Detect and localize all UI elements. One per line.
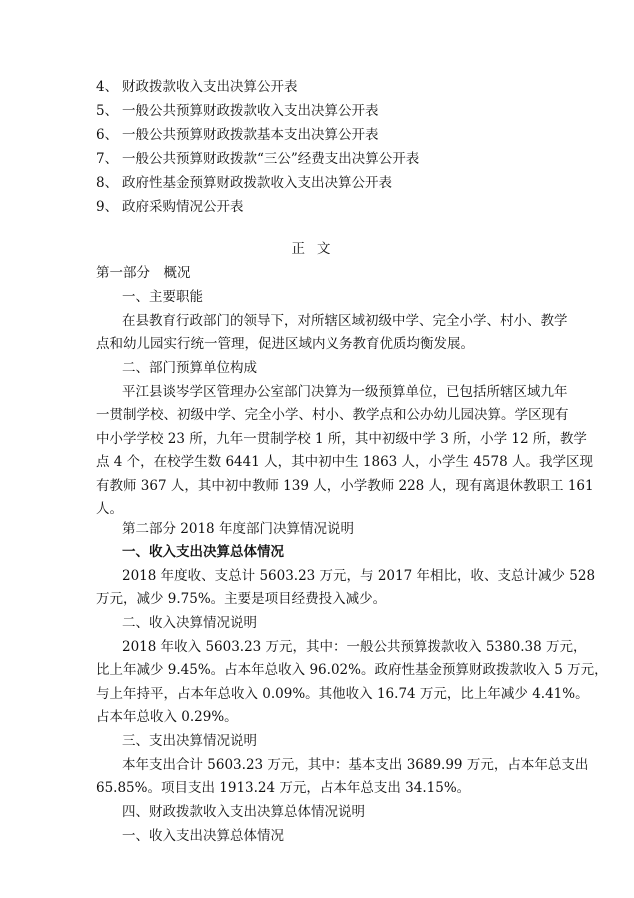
list-number: 9、 (96, 199, 119, 215)
list-item (96, 196, 546, 218)
paragraph-line: 在县教育行政部门的领导下，对所辖区域初级中学、完全小学、村小、教学 (122, 313, 568, 329)
paragraph-line: 万元，减少 9.75%。主要是项目经费投入减少。 (96, 591, 387, 607)
paragraph-line: 人。 (96, 501, 123, 517)
list-text: 一般公共预算财政拨款“三公”经费支出决算公开表 (122, 151, 420, 167)
list-text: 一般公共预算财政拨款收入支出决算公开表 (122, 103, 379, 119)
part1-title: 第一部分 概况 (96, 265, 191, 281)
list-item (96, 172, 546, 194)
part1-sec1-title: 一、主要职能 (122, 289, 203, 305)
paragraph-line: 一贯制学校、初级中学、完全小学、村小、教学点和公办幼儿园决算。学区现有 (96, 407, 569, 423)
list-number: 5、 (96, 103, 119, 119)
list-text: 财政拨款收入支出决算公开表 (122, 79, 298, 95)
list-text: 一般公共预算财政拨款基本支出决算公开表 (122, 127, 379, 143)
paragraph-line: 65.85%。项目支出 1913.24 万元，占本年总支出 34.15%。 (96, 780, 471, 796)
paragraph-line: 比上年减少 9.45%。占本年总收入 96.02%。政府性基金预算财政拨款收入 5 万元， (96, 662, 608, 678)
paragraph-line: 2018 年收入 5603.23 万元，其中：一般公共预算拨款收入 5380.38 万元， (122, 639, 587, 655)
part2-sec4-title: 四、财政拨款收入支出决算总体情况说明 (122, 804, 365, 820)
part2-sec4-subtitle: 一、收入支出决算总体情况 (122, 828, 284, 844)
list-item (96, 124, 546, 146)
part1-sec2-title: 二、部门预算单位构成 (122, 360, 257, 376)
list-number: 4、 (96, 79, 119, 95)
list-item (96, 100, 546, 122)
body-title: 正文 (291, 241, 343, 257)
part2-sec1-title: 一、收入支出决算总体情况 (122, 544, 284, 560)
part2-sec3-title: 三、支出决算情况说明 (122, 733, 257, 749)
list-number: 8、 (96, 175, 119, 191)
list-number: 7、 (96, 151, 119, 167)
part2-title: 第二部分 2018 年度部门决算情况说明 (122, 521, 354, 537)
paragraph-line: 占本年总收入 0.29%。 (96, 709, 238, 725)
paragraph-line: 平江县谈岑学区管理办公室部门决算为一级预算单位，已包括所辖区域九年 (122, 384, 568, 400)
paragraph-line: 与上年持平，占本年总收入 0.09%。其他收入 16.74 万元，比上年减少 4.41%。 (96, 686, 589, 702)
paragraph-line: 中小学学校 23 所，九年一贯制学校 1 所，其中初级中学 3 所，小学 12 所，教学 (96, 431, 587, 447)
paragraph-line: 2018 年度收、支总计 5603.23 万元，与 2017 年相比，收、支总计减少 528 (122, 568, 596, 584)
list-number: 6、 (96, 127, 119, 143)
paragraph-line: 点和幼儿园实行统一管理，促进区域内义务教育优质均衡发展。 (96, 336, 474, 352)
list-text: 政府性基金预算财政拨款收入支出决算公开表 (122, 175, 392, 191)
list-text: 政府采购情况公开表 (122, 199, 244, 215)
part2-sec2-title: 二、收入决算情况说明 (122, 615, 257, 631)
paragraph-line: 本年支出合计 5603.23 万元，其中：基本支出 3689.99 万元，占本年总支出 (122, 757, 589, 773)
list-item (96, 76, 546, 98)
paragraph-line: 点 4 个，在校学生数 6441 人，其中初中生 1863 人，小学生 4578 人。我学区现 (96, 454, 593, 470)
paragraph-line: 有教师 367 人，其中初中教师 139 人，小学教师 228 人，现有离退休教职工 161 (96, 478, 594, 494)
list-item (96, 148, 546, 170)
